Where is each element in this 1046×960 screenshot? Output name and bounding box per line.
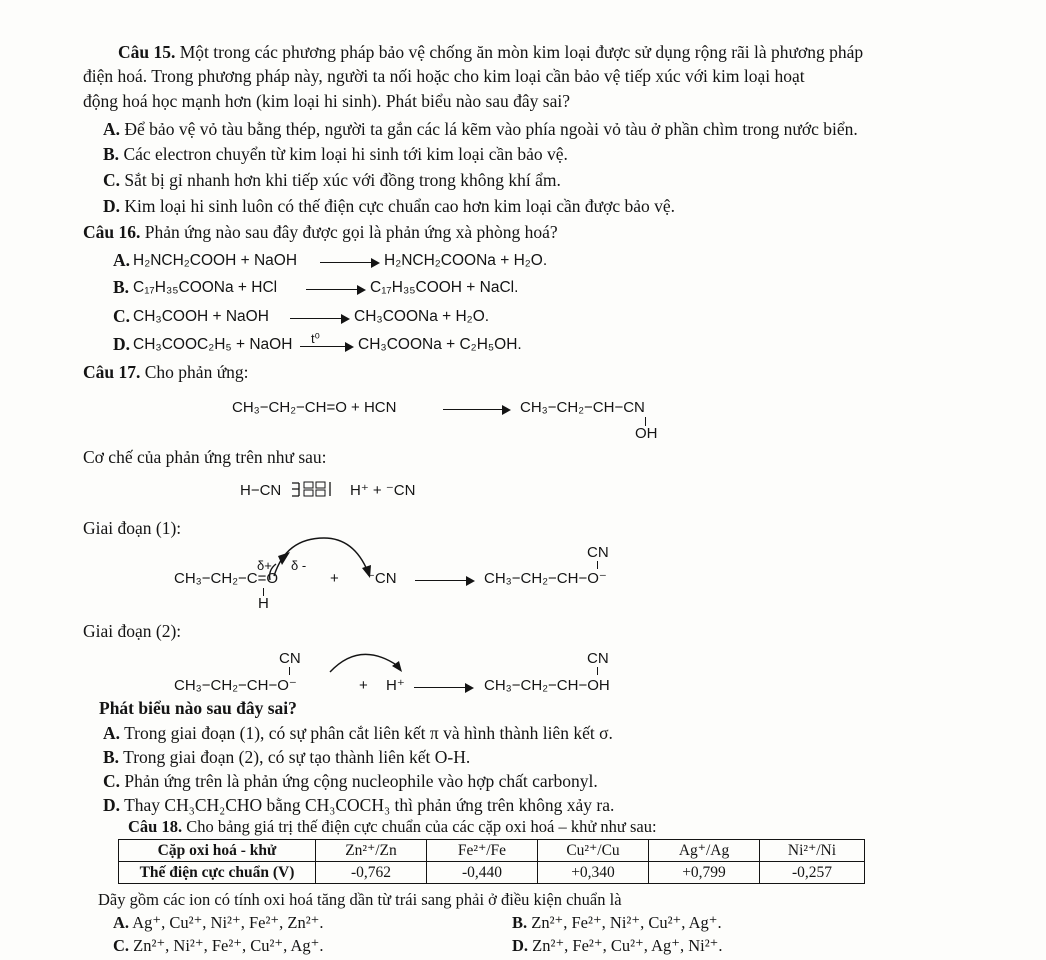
q18-question: Câu 18. Cho bảng giá trị thế điện cực chuẩn của các cặp oxi hoá – khử như sau: (128, 817, 657, 836)
q17-question: Câu 17. Cho phản ứng: (83, 362, 249, 382)
table-cell: Ni²⁺/Ni (760, 840, 865, 862)
q17-sub-question: Phát biểu nào sau đây sai? (99, 698, 297, 718)
q16-option-d-right: CH₃COONa + C₂H₅OH. (358, 336, 522, 353)
table-cell: Thế điện cực chuẩn (V) (119, 862, 316, 884)
q17-option-c[interactable]: C. Phản ứng trên là phản ứng cộng nucleophile vào hợp chất carbonyl. (103, 771, 598, 791)
reaction-arrow (306, 289, 364, 290)
q18-option-b[interactable]: B. Zn²⁺, Fe²⁺, Ni²⁺, Cu²⁺, Ag⁺. (512, 913, 722, 932)
q16-option-d-key[interactable]: D. (113, 334, 131, 354)
q15-option-d[interactable]: D. Kim loại hi sinh luôn có thế điện cực chuẩn cao hơn kim loại cần được bảo vệ. (103, 196, 676, 216)
table-cell: +0,340 (538, 862, 649, 884)
q17-reaction-left: CH₃−CH₂−CH=O + HCN (232, 399, 397, 416)
reaction-arrow (443, 409, 509, 410)
q18-option-c[interactable]: C. Zn²⁺, Ni²⁺, Fe²⁺, Cu²⁺, Ag⁺. (113, 936, 324, 955)
q17-stage1-right-cn: CN (587, 544, 609, 561)
q17-stage1-cn: ⁻CN (367, 570, 397, 587)
q17-option-a[interactable]: A. Trong giai đoạn (1), có sự phân cắt liên kết π và hình thành liên kết σ. (103, 723, 613, 743)
table-cell: Zn²⁺/Zn (316, 840, 427, 862)
bond-line (597, 561, 598, 569)
q17-hcn-right: H⁺ + ⁻CN (350, 482, 416, 499)
q18-option-d[interactable]: D. Zn²⁺, Fe²⁺, Cu²⁺, Ag⁺, Ni²⁺. (512, 936, 723, 955)
q17-stage1-left: CH₃−CH₂−C=O (174, 570, 279, 587)
q15-line1 (118, 41, 863, 63)
q15-line3: động hoá học mạnh hơn (kim loại hi sinh). Phát biểu nào sau đây sai? (83, 91, 571, 111)
reaction-arrow (415, 580, 473, 581)
reaction-arrow (300, 346, 352, 347)
partial-charge-plus: δ+ (257, 558, 272, 573)
q17-stage2-left: CH₃−CH₂−CH−O⁻ (174, 677, 297, 694)
q17-stage1-label: Giai đoạn (1): (83, 518, 182, 538)
q17-mechanism-text: Cơ chế của phản ứng trên như sau: (83, 447, 327, 467)
q17-stage2-h: H⁺ (386, 677, 405, 694)
reaction-condition: t⁰ (311, 331, 320, 346)
q17-hcn-left: H−CN (240, 482, 282, 499)
table-cell: Cặp oxi hoá - khử (119, 840, 316, 862)
electrode-potential-table (118, 839, 865, 884)
curved-arrow-icon (326, 644, 406, 678)
q16-option-b-right: C₁₇H₃₅COOH + NaCl. (370, 279, 519, 296)
q15-option-b[interactable]: B. Các electron chuyển từ kim loại hi sinh tới kim loại cần bảo vệ. (103, 144, 568, 164)
table-row (119, 862, 865, 884)
q17-option-d[interactable]: D. Thay CH₃CH₂CHO bằng CH₃COCH₃ thì phản ứng trên không xảy ra. (103, 795, 615, 815)
reaction-arrow (414, 687, 472, 688)
q17-option-b[interactable]: B. Trong giai đoạn (2), có sự tạo thành liên kết O-H. (103, 747, 471, 767)
table-cell: Fe²⁺/Fe (427, 840, 538, 862)
q15-text-1: Một trong các phương pháp bảo vệ chống ăn mòn kim loại được sử dụng rộng rãi là phương pháp (179, 42, 864, 62)
q16-option-a-right: H₂NCH₂COONa + H₂O. (384, 252, 548, 269)
q16-question: Câu 16. Phản ứng nào sau đây được gọi là phản ứng xà phòng hoá? (83, 222, 558, 242)
q17-stage1-plus: + (330, 570, 339, 587)
q16-option-d-left: CH₃COOC₂H₅ + NaOH (133, 336, 293, 353)
q15-option-a[interactable]: A. Để bảo vệ vỏ tàu bằng thép, người ta gắn các lá kẽm vào phía ngoài vỏ tàu ở phần chìm trong nước biển. (103, 119, 858, 139)
q16-option-c-right: CH₃COONa + H₂O. (354, 308, 490, 325)
q17-stage1-right: CH₃−CH₂−CH−O⁻ (484, 570, 607, 587)
q17-stage2-label: Giai đoạn (2): (83, 621, 182, 641)
table-row (119, 840, 865, 862)
q15-line2: điện hoá. Trong phương pháp này, người ta nối hoặc cho kim loại cần bảo vệ tiếp xúc với kim loại hoạt (83, 66, 805, 86)
q15-label: Câu 15. (118, 42, 176, 62)
q18-option-a[interactable]: A. Ag⁺, Cu²⁺, Ni²⁺, Fe²⁺, Zn²⁺. (113, 913, 324, 932)
q16-option-b-key[interactable]: B. (113, 277, 130, 297)
table-cell: Cu²⁺/Cu (538, 840, 649, 862)
q16-option-b-left: C₁₇H₃₅COONa + HCl (133, 279, 278, 296)
table-cell: -0,257 (760, 862, 865, 884)
q17-stage2-plus: + (359, 677, 368, 694)
equilibrium-arrow-icon (290, 479, 346, 501)
q15-option-c[interactable]: C. Sắt bị gỉ nhanh hơn khi tiếp xúc với đồng trong không khí ẩm. (103, 170, 561, 190)
bond-line (597, 667, 598, 675)
reaction-arrow (290, 318, 348, 319)
q17-stage2-right: CH₃−CH₂−CH−OH (484, 677, 610, 694)
q16-option-c-left: CH₃COOH + NaOH (133, 308, 269, 325)
q16-option-a-left: H₂NCH₂COOH + NaOH (133, 252, 298, 269)
table-cell: -0,440 (427, 862, 538, 884)
q17-stage2-left-cn: CN (279, 650, 301, 667)
q17-reaction-oh: OH (635, 425, 658, 442)
q18-prompt: Dãy gồm các ion có tính oxi hoá tăng dần từ trái sang phải ở điều kiện chuẩn là (98, 890, 622, 909)
q16-option-a-key[interactable]: A. (113, 250, 131, 270)
reaction-arrow (320, 262, 378, 263)
bond-line (289, 667, 290, 675)
q16-option-c-key[interactable]: C. (113, 306, 131, 326)
table-cell: +0,799 (649, 862, 760, 884)
q17-stage1-h: H (258, 595, 269, 612)
q17-stage2-right-cn: CN (587, 650, 609, 667)
table-cell: Ag⁺/Ag (649, 840, 760, 862)
partial-charge-minus: δ - (291, 558, 307, 573)
q17-reaction-right: CH₃−CH₂−CH−CN (520, 399, 645, 416)
table-cell: -0,762 (316, 862, 427, 884)
curved-arrow-icon (262, 532, 374, 584)
